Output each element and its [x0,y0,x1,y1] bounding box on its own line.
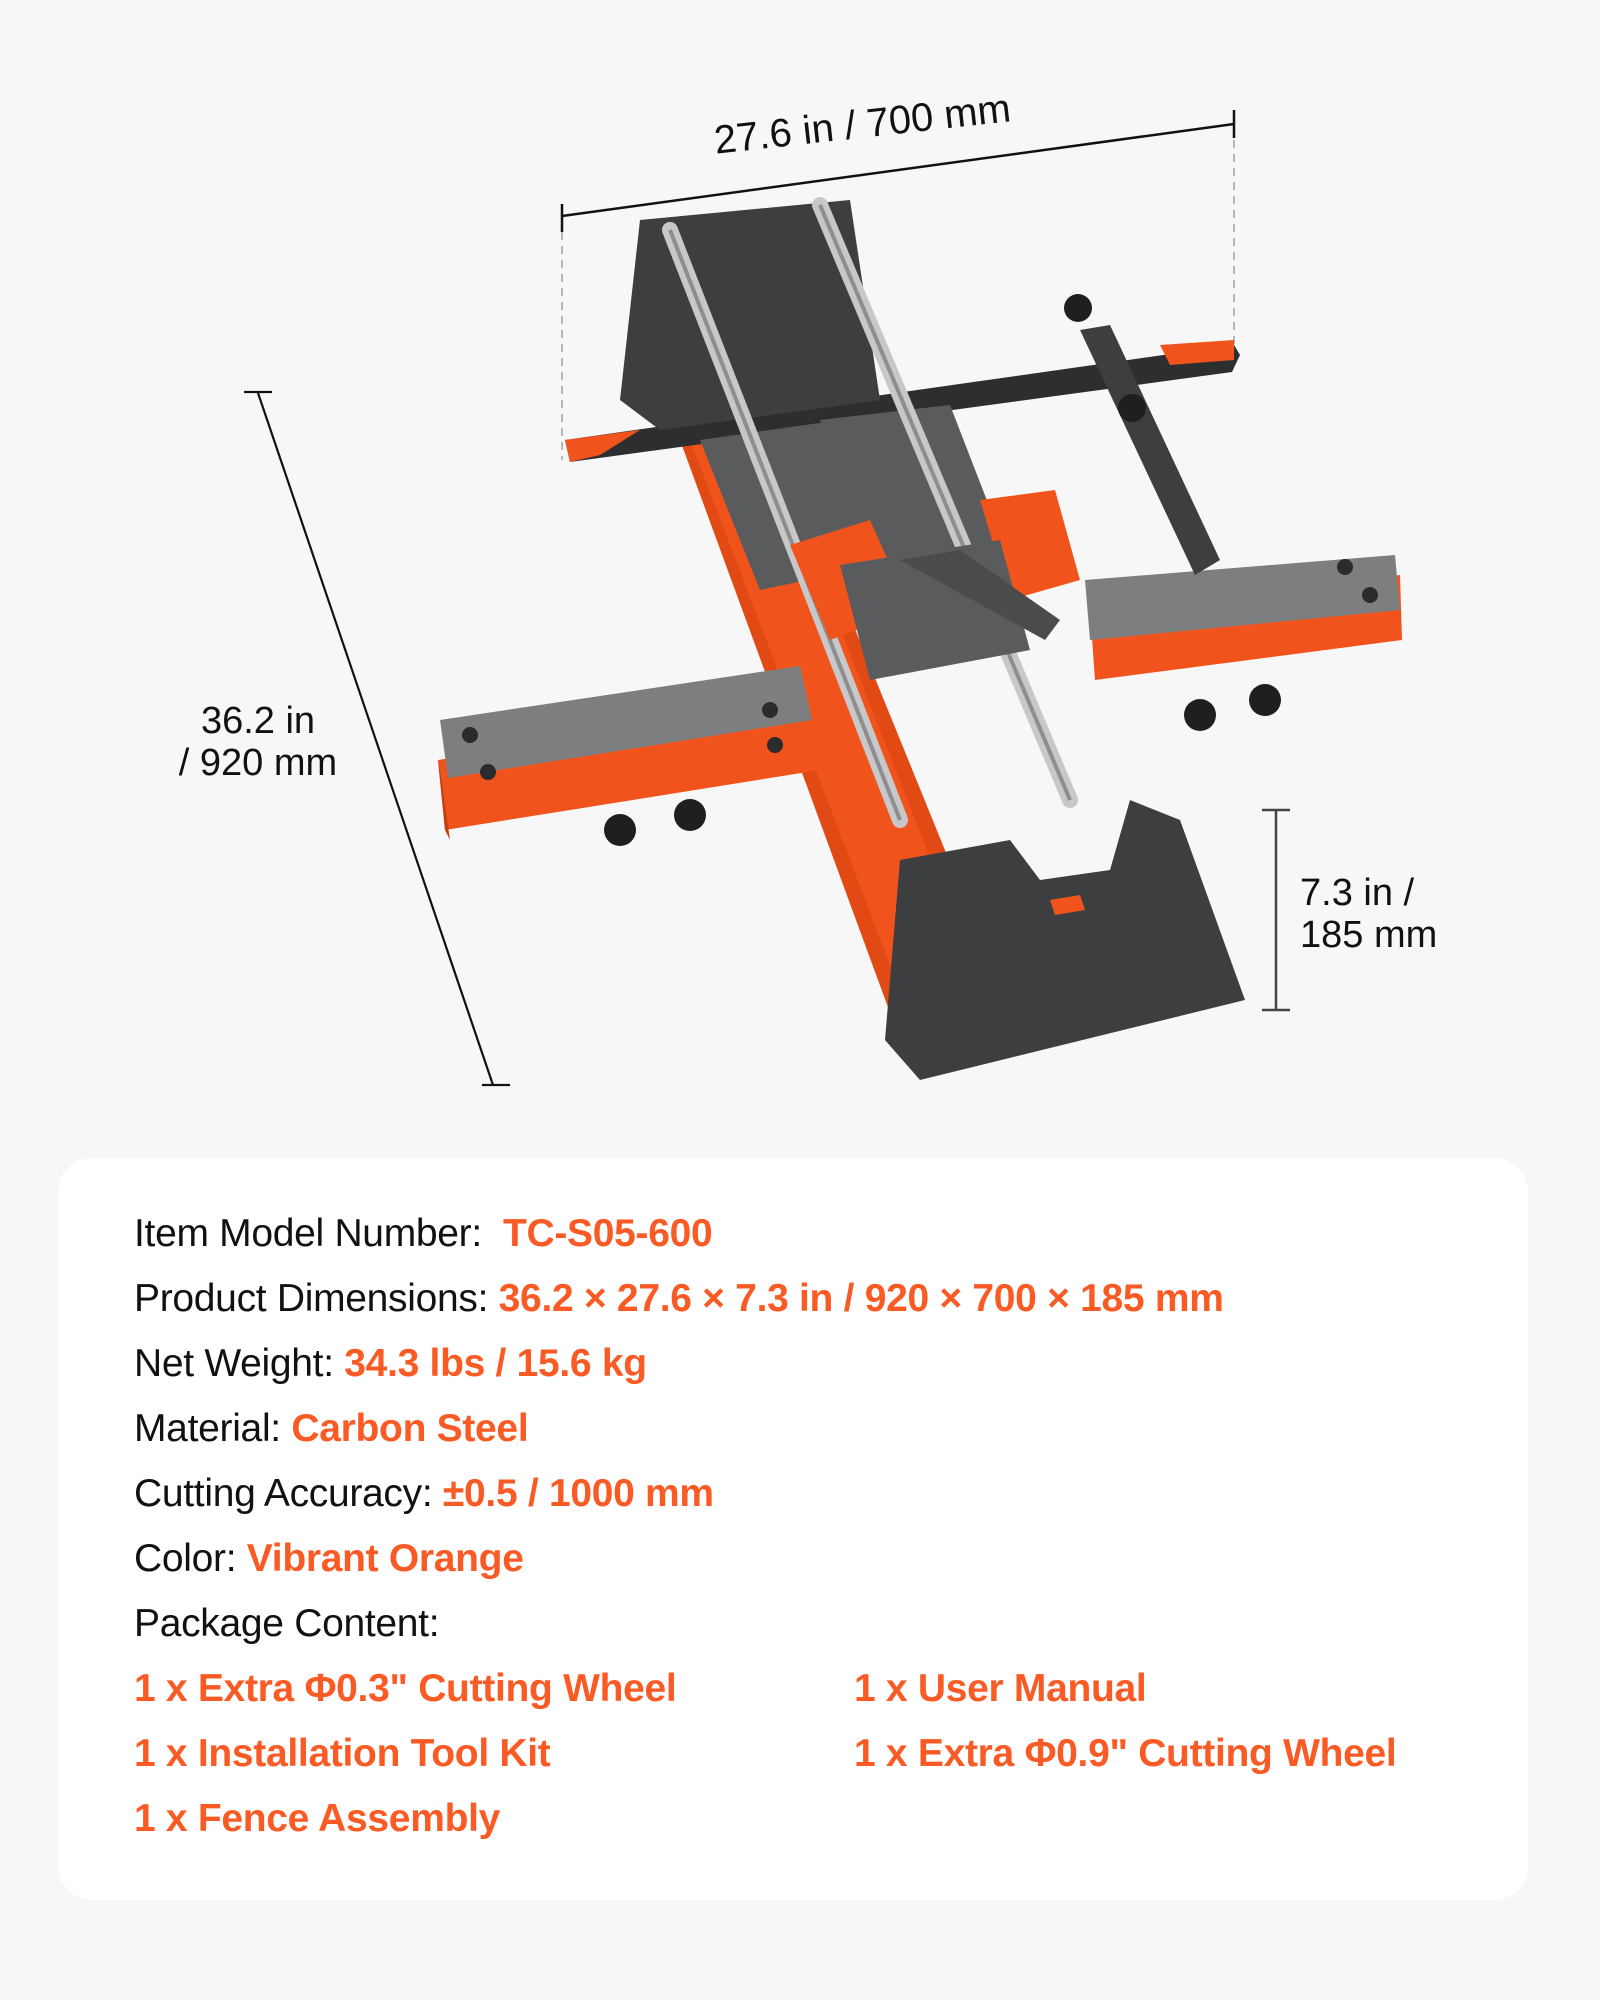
spec-model-value: TC-S05-600 [502,1212,713,1255]
length-dimension-label [168,700,348,784]
spec-weight-value: 34.3 lbs / 15.6 kg [344,1342,647,1385]
specifications-card [58,1158,1528,1900]
width-dimension-label: 27.6 in / 700 mm [711,86,1013,163]
length-label-line2: / 920 mm [178,742,338,784]
spec-weight [134,1340,647,1388]
height-label-line1: 7.3 in / [1300,872,1415,914]
height-dimension-line [1262,810,1290,1010]
height-label-line2: 185 mm [1300,914,1438,956]
spec-color-label: Color: [134,1537,237,1580]
spec-model-label: Item Model Number: [134,1212,482,1255]
spec-dimensions-label: Product Dimensions: [134,1277,489,1320]
package-item: 1 x User Manual [854,1667,1147,1710]
height-dimension-label [1300,872,1437,956]
spec-accuracy-value: ±0.5 / 1000 mm [442,1472,714,1515]
spec-package-label: Package Content: [134,1602,440,1645]
package-item: 1 x Installation Tool Kit [134,1732,551,1775]
spec-package [134,1600,439,1648]
spec-color [134,1535,524,1583]
spec-accuracy-label: Cutting Accuracy: [134,1472,433,1515]
spec-color-value: Vibrant Orange [246,1537,524,1580]
package-item: 1 x Extra Φ0.3" Cutting Wheel [134,1667,677,1710]
spec-material-label: Material: [134,1407,281,1450]
spec-weight-label: Net Weight: [134,1342,334,1385]
spec-model [134,1210,712,1258]
length-label-line1: 36.2 in [200,700,316,742]
package-item: 1 x Fence Assembly [134,1797,501,1840]
spec-dimensions-value: 36.2 × 27.6 × 7.3 in / 920 × 700 × 185 mm [498,1277,1224,1320]
spec-dimensions [134,1275,1224,1323]
spec-material [134,1405,528,1453]
spec-material-value: Carbon Steel [291,1407,529,1450]
package-item: 1 x Extra Φ0.9" Cutting Wheel [854,1732,1397,1775]
spec-accuracy [134,1470,714,1518]
